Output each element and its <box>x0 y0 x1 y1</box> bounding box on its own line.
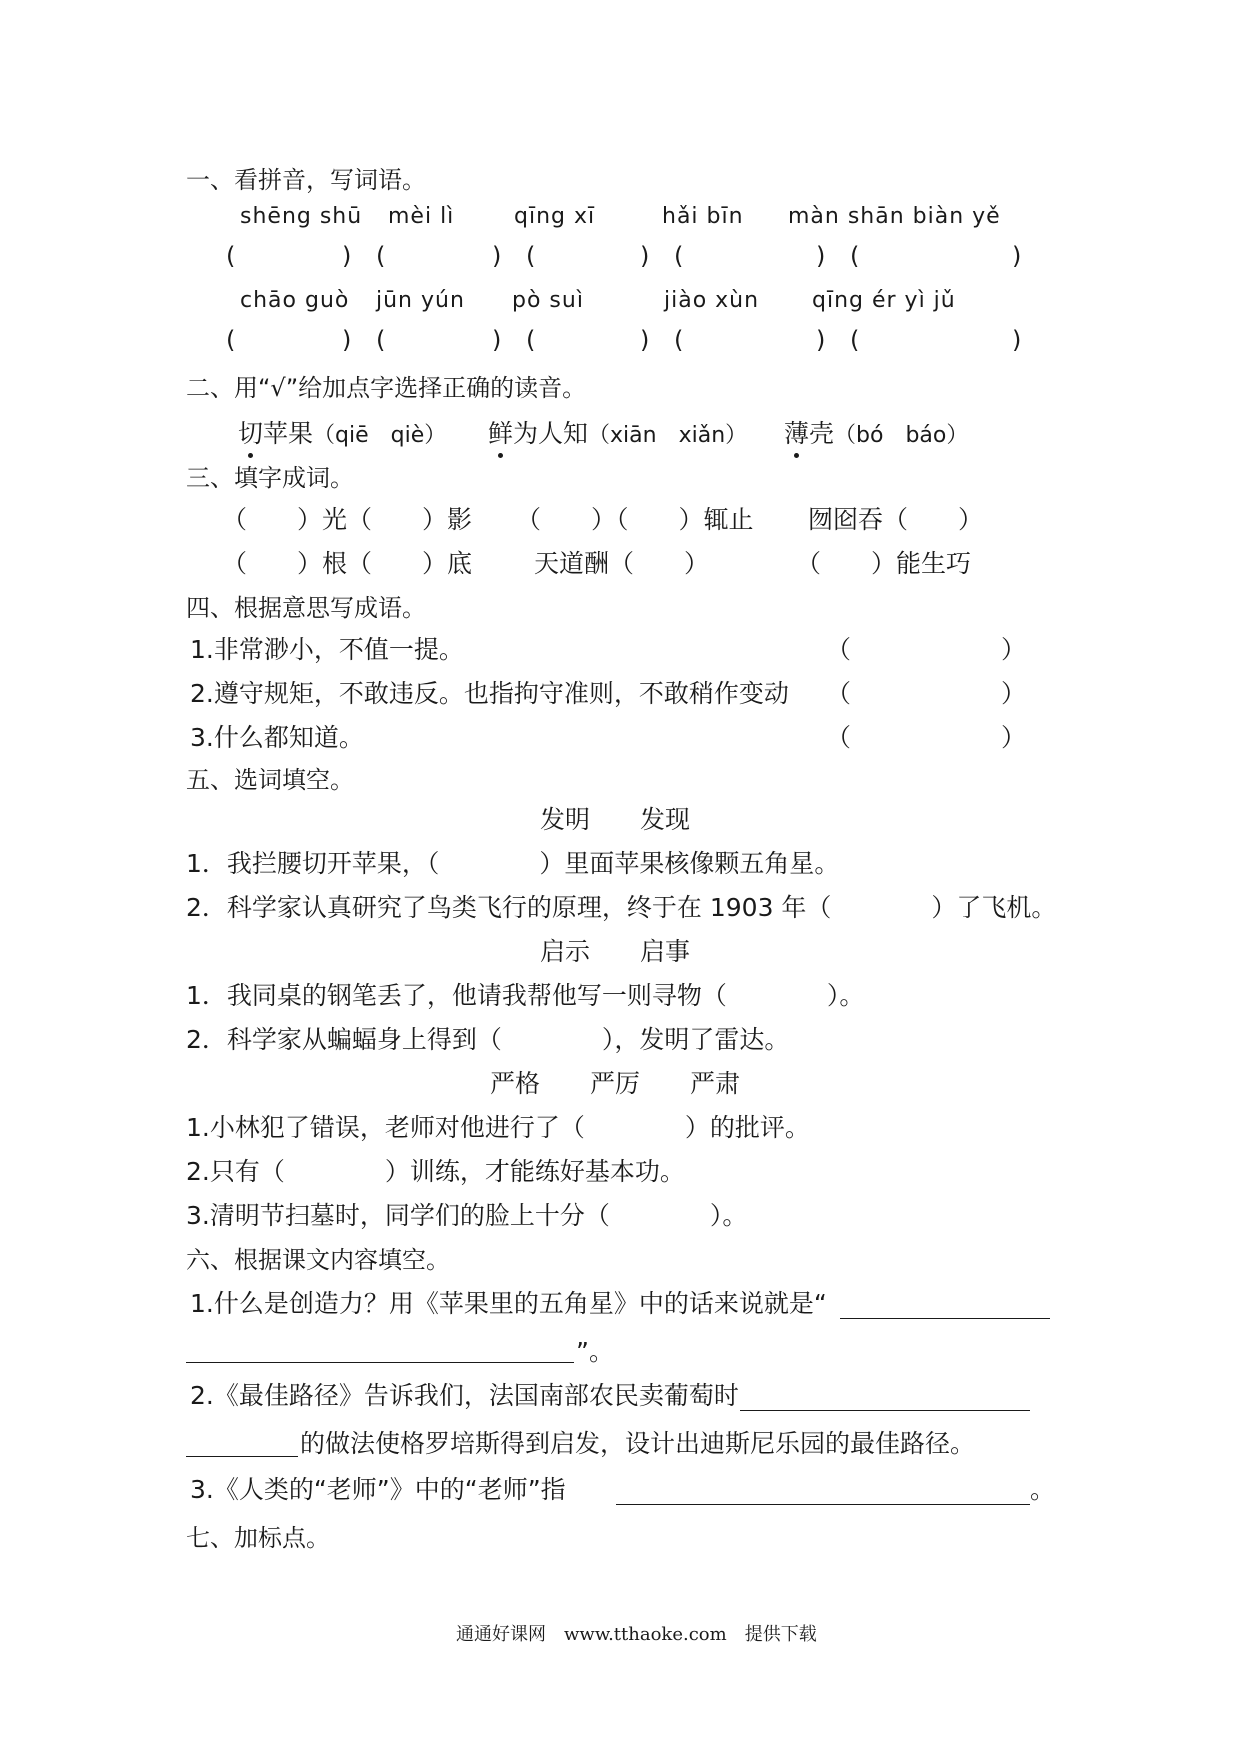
section-4-heading: 四、根据意思写成语。 <box>186 594 426 622</box>
footer-credit: 通通好课网 www.tthaoke.com 提供下载 <box>456 1624 817 1645</box>
recall-question-2: 2.《最佳路径》告诉我们，法国南部农民卖葡萄时 <box>190 1381 739 1410</box>
word-choice-3: 严格 严厉 严肃 <box>490 1069 741 1098</box>
answer-line-1a <box>840 1318 1050 1319</box>
choice-question-1: 1．我拦腰切开苹果，（ ）里面苹果核像颗五角星。 <box>186 849 840 878</box>
pinyin-4: hǎi bīn <box>662 204 744 229</box>
fill-word-5: 天道酬（ ） <box>534 549 710 578</box>
answer-line-1b <box>186 1362 574 1363</box>
answer-line-3 <box>616 1504 1030 1505</box>
word-choice-1: 发明 发现 <box>540 805 691 834</box>
fill-word-1: （ ）光（ ）影 <box>222 505 473 534</box>
pinyin-5: màn shān biàn yě <box>788 204 1001 229</box>
recall-question-1-end: ”。 <box>576 1337 614 1366</box>
pinyin-2: mèi lì <box>388 204 455 229</box>
recall-question-3-end: 。 <box>1030 1475 1056 1504</box>
choice-question-4: 2．科学家从蝙蝠身上得到（ ），发明了雷达。 <box>186 1025 790 1054</box>
idiom-meaning-2: 2.遵守规矩，不敢违反。也指拘守准则，不敢稍作变动 <box>190 679 789 708</box>
choice-question-3: 1．我同桌的钢笔丢了，他请我帮他写一则寻物（ ）。 <box>186 981 865 1010</box>
fill-word-3: 囫囵吞（ ） <box>808 505 984 534</box>
choice-question-7: 3.清明节扫墓时，同学们的脸上十分（ ）。 <box>186 1201 748 1230</box>
idiom-blank-3: （ ） <box>826 723 1027 752</box>
idiom-meaning-1: 1.非常渺小，不值一提。 <box>190 635 464 664</box>
section-7-heading: 七、加标点。 <box>186 1524 330 1552</box>
recall-question-2-end: 的做法使格罗培斯得到启发，设计出迪斯尼乐园的最佳路径。 <box>300 1429 976 1458</box>
pinyin-10: qīng ér yì jǔ <box>812 288 956 313</box>
fill-word-6: （ ）能生巧 <box>796 549 972 578</box>
section-2-heading: 二、用“√”给加点字选择正确的读音。 <box>186 374 587 402</box>
pinyin-8: pò suì <box>512 288 584 313</box>
section-1-heading: 一、看拼音，写词语。 <box>186 166 426 194</box>
answer-line-2b <box>186 1456 298 1457</box>
section-5-heading: 五、选词填空。 <box>186 766 354 794</box>
recall-question-1: 1.什么是创造力？用《苹果里的五角星》中的话来说就是“ <box>190 1289 827 1318</box>
word-choice-2: 启示 启事 <box>540 937 691 966</box>
pinyin-6: chāo guò <box>240 288 350 313</box>
section-3-heading: 三、填字成词。 <box>186 464 354 492</box>
idiom-blank-2: （ ） <box>826 679 1027 708</box>
pinyin-3: qīng xī <box>514 204 596 229</box>
choice-question-2: 2．科学家认真研究了鸟类飞行的原理，终于在 1903 年（ ）了飞机。 <box>186 893 1057 922</box>
section-6-heading: 六、根据课文内容填空。 <box>186 1246 450 1274</box>
recall-question-3: 3.《人类的“老师”》中的“老师”指 <box>190 1475 566 1504</box>
choice-question-5: 1.小林犯了错误，老师对他进行了（ ）的批评。 <box>186 1113 810 1142</box>
fill-word-2: （ ）（ ）辄止 <box>516 505 754 534</box>
pinyin-9: jiào xùn <box>664 288 760 313</box>
reading-item-2: 鲜 为人知（xiān xiǎn） <box>488 414 747 450</box>
reading-item-3: 薄 壳（bó báo） <box>784 414 968 450</box>
choice-question-6: 2.只有（ ）训练，才能练好基本功。 <box>186 1157 685 1186</box>
pinyin-1: shēng shū <box>240 204 363 229</box>
pinyin-7: jūn yún <box>376 288 465 313</box>
reading-item-1: 切 苹果（qiē qiè） <box>238 414 446 450</box>
idiom-meaning-3: 3.什么都知道。 <box>190 723 364 752</box>
answer-line-2a <box>740 1410 1030 1411</box>
fill-word-4: （ ）根（ ）底 <box>222 549 473 578</box>
idiom-blank-1: （ ） <box>826 635 1027 664</box>
